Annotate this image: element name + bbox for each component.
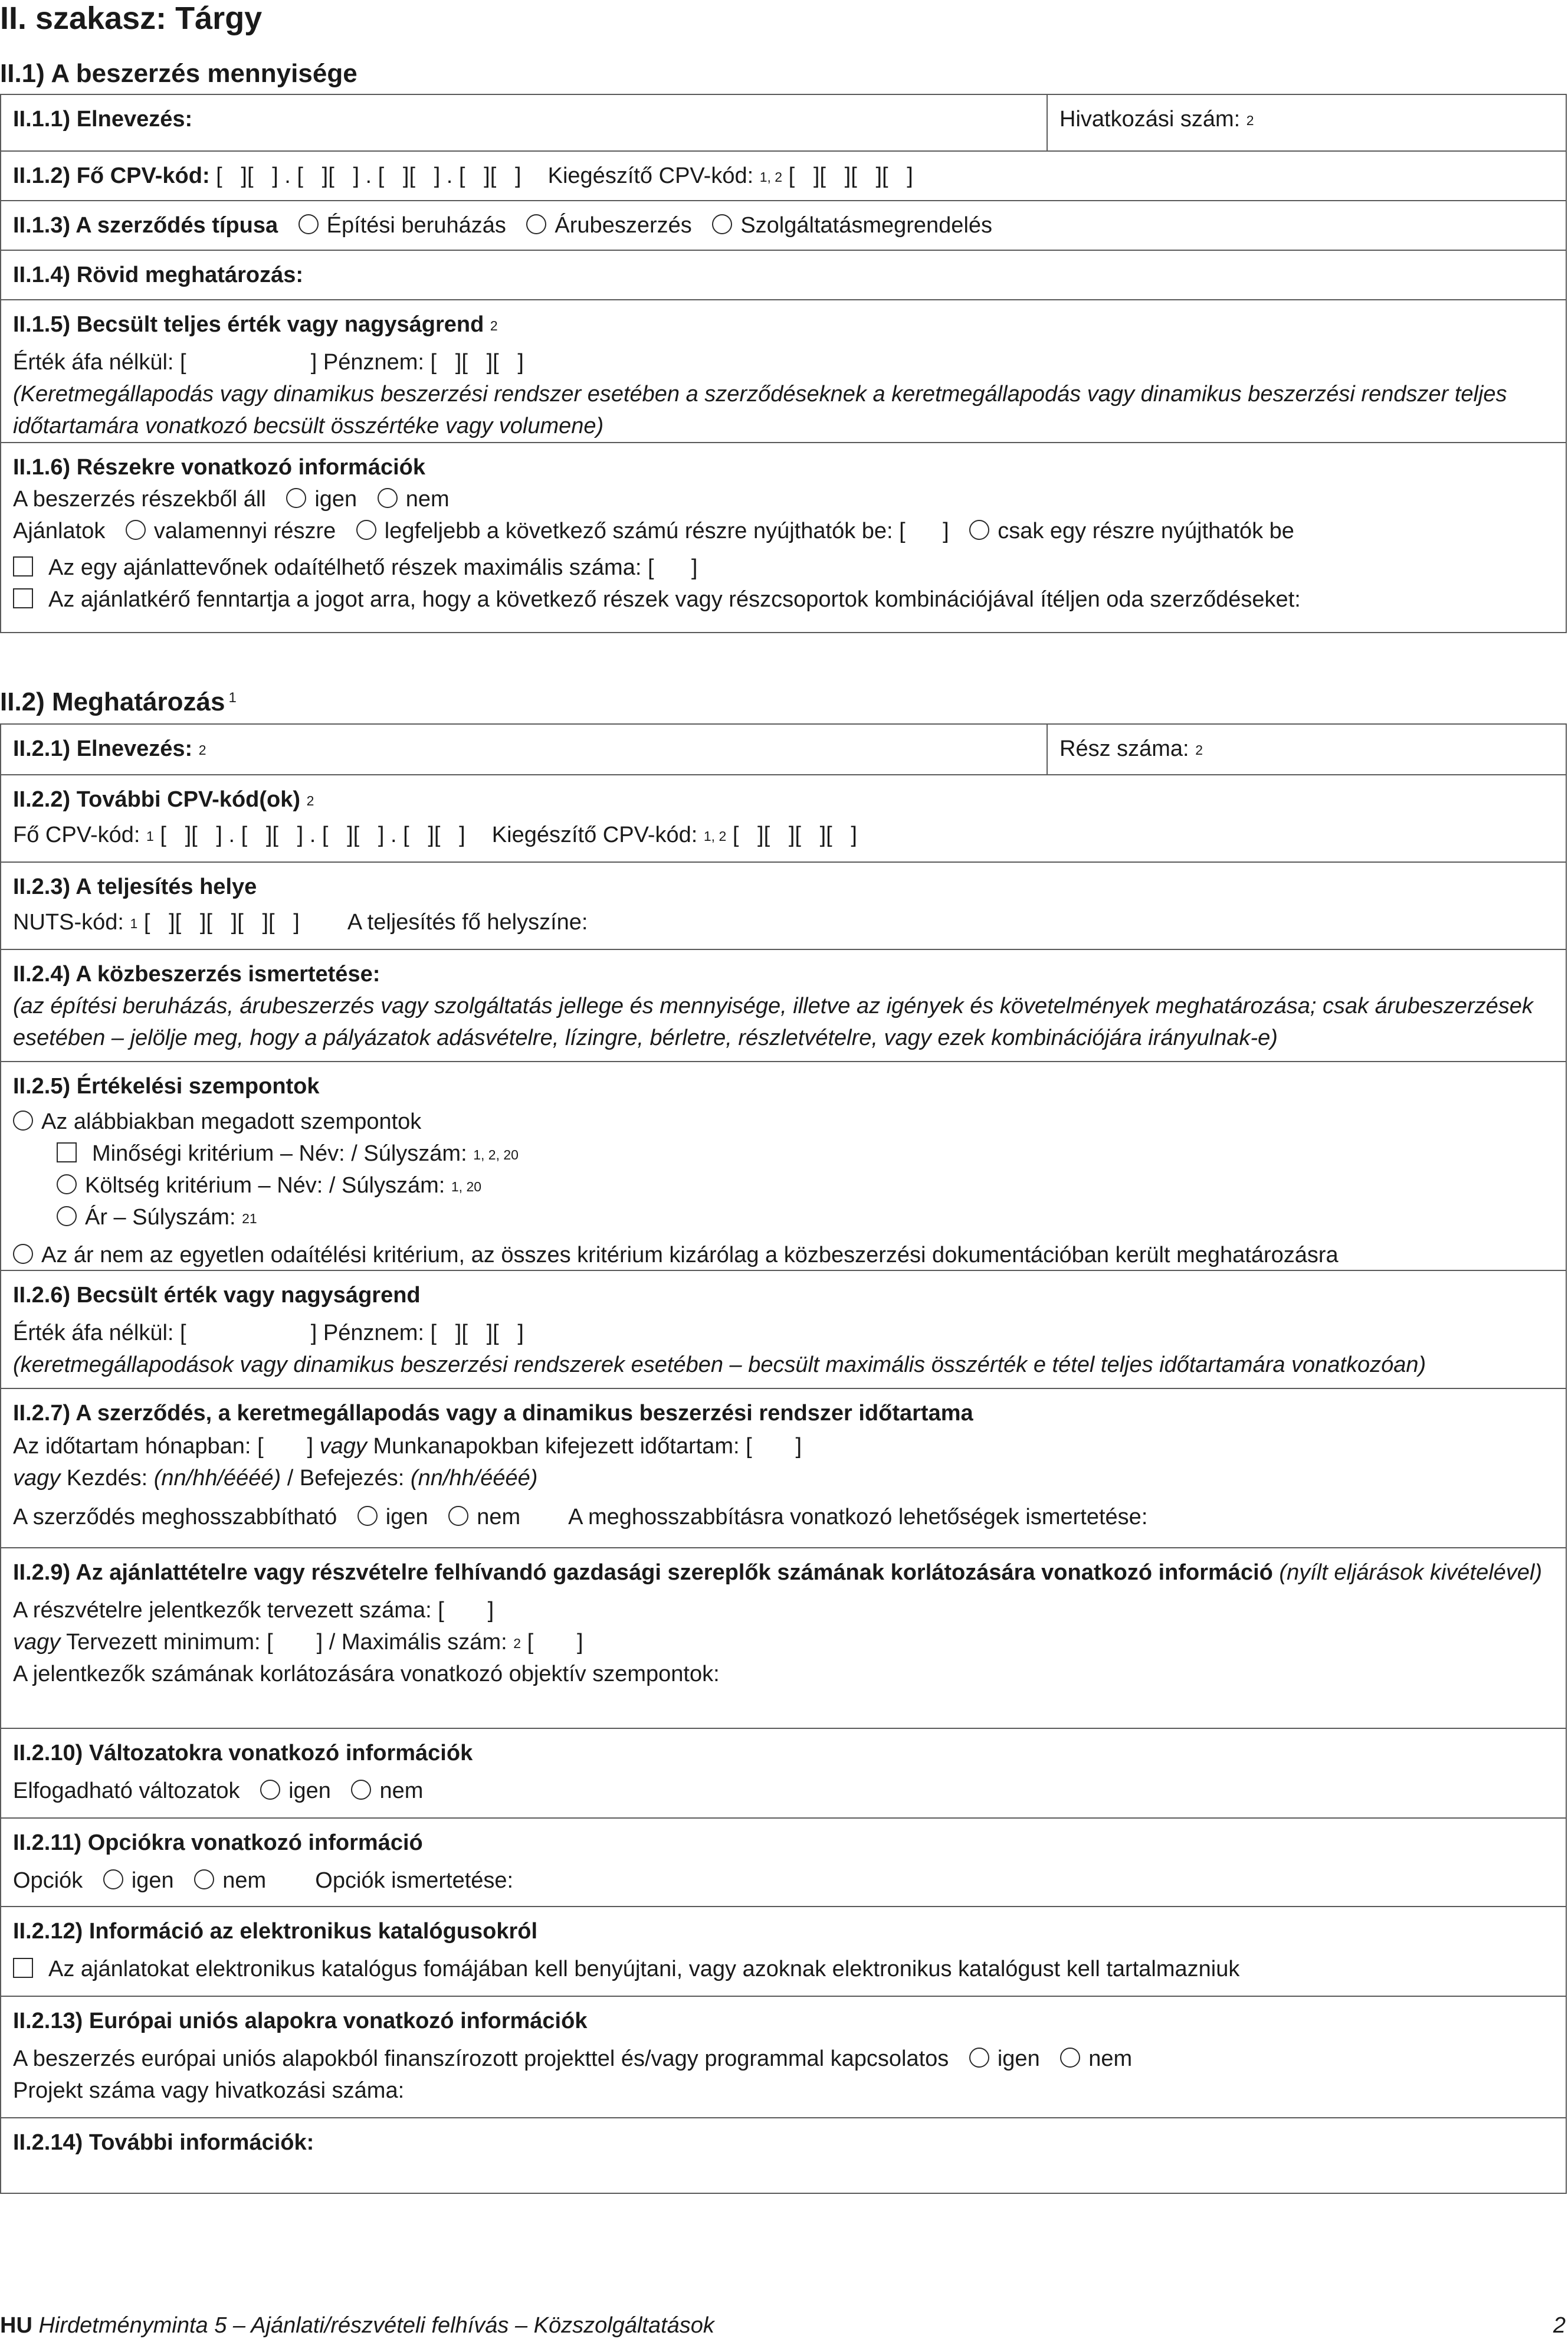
row-ii-1-1 [1,95,1566,150]
objektiv-szempontok: A jelentkezők számának korlátozására vonatkozó objektív szempontok: [13,1662,720,1686]
row-ii-2-3: II.2.3) A teljesítés helye NUTS-kód: $^1$ [ ][ ][ ][ ][ ] A teljesítés fő helyszíne: [1,862,1566,949]
label-rovid-meghatarozas: II.1.4) Rövid meghatározás: [13,263,304,287]
projekt-szama: Projekt száma vagy hivatkozási száma: [13,2078,405,2103]
label-becsult-ertek: II.2.6) Becsült érték vagy nagyságrend [13,1283,421,1308]
max-award-field[interactable]: [ ] [647,555,698,580]
radio-koltseg[interactable] [57,1174,77,1194]
row-ii-2-10: II.2.10) Változatokra vonatkozó információk Elfogadható változatok igen nem [1,1728,1566,1817]
ref-number-label: Hivatkozási szám: [1059,107,1241,132]
label-ertekelesi-szempontok: II.2.5) Értékelési szempontok [13,1074,320,1099]
checkbox-kombinacio[interactable] [13,588,33,608]
section-title-ii2: II.2) Meghatározás $^1$ [0,687,237,716]
extra-cpv-field-2[interactable]: [ ][ ][ ][ ] [732,823,857,847]
row-ii-1-5: II.1.5) Becsült teljes érték vagy nagyságrend $^2$ Érték áfa nélkül: [ ] Pénznem: [ ][ ][ ] (Keretmegállapodás vagy dinamikus beszerzési rendszer esetében a szerződéseknek a keretmegállapodás vagy dinamikus beszerzési rendszer teljes időtartamára vonatkozó becsült összértéke vagy volumene) [1,299,1566,442]
label-tovabbi-cpv: II.2.2) További CPV-kód(ok) [13,787,301,812]
radio-arubeszerzes[interactable] [526,214,546,234]
radio-valtozatok-igen[interactable] [260,1780,280,1800]
part-number-cell[interactable]: Rész száma: $^2$ [1047,725,1215,774]
label-reszek: II.1.6) Részekre vonatkozó információk [13,455,426,480]
radio-legfeljebb[interactable] [356,520,376,540]
row-ii-1-4 [1,250,1566,299]
radio-valtozatok-nem[interactable] [351,1780,371,1800]
radio-ar[interactable] [57,1206,77,1226]
cpv-code-field[interactable]: [ ][ ] . [ ][ ] . [ ][ ] . [ ][ ] [216,163,521,188]
days-field[interactable]: [ ] [746,1434,802,1459]
max-count-field[interactable]: [ ] [527,1630,583,1655]
radio-opciok-igen[interactable] [103,1869,123,1889]
footer-doc: Hirdetményminta 5 – Ajánlati/részvételi felhívás – Közszolgáltatások [38,2313,714,2338]
value-field-2[interactable]: [ ] [180,1321,317,1345]
row-ii-2-6: II.2.6) Becsült érték vagy nagyságrend Érték áfa nélkül: [ ] Pénznem: [ ][ ][ ] (keretmegállapodások vagy dinamikus beszerzési rendszerek esetében – becsült maximális összérték e tétel teljes időtartamára vonatkozóan) [1,1270,1566,1388]
part-number-label: Rész száma: [1059,736,1189,761]
nuts-code-field[interactable]: [ ][ ][ ][ ][ ] [143,910,300,935]
row-ii-2-5: II.2.5) Értékelési szempontok Az alábbiakban megadott szempontok Minőségi kritérium – Név: / Súlyszám: $^{1, 2, 20}$ Költség kritérium – Név: / Súlyszám: $^{1, 20}$ Ár – Súlyszám: $^{21}$ Az ár nem az egyetlen odaítélési kritérium, az összes kritérium kizárólag a közbeszerzési dokumentációban került meghatározásra [1,1061,1566,1270]
radio-szolgaltatas[interactable] [712,214,732,234]
radio-eu-igen[interactable] [969,2048,989,2068]
radio-megadott-szempontok[interactable] [13,1111,33,1131]
radio-valamennyi-reszre[interactable] [126,520,146,540]
row-ii-2-7: II.2.7) A szerződés, a keretmegállapodás vagy a dinamikus beszerzési rendszer időtartama Az időtartam hónapban: [ ] vagy Munkanapokban kifejezett időtartam: [ ] vagy Kezdés: (nn/hh/éééé) / Befejezés: (nn/hh/éééé) A szerződés meghosszabbítható igen nem A meghosszabbításra vonatkozó lehetőségek ismertetése: [1,1388,1566,1547]
currency-field-2[interactable]: [ ][ ][ ] [430,1321,524,1345]
max-parts-field[interactable]: [ ] [899,519,949,543]
extra-cpv-field[interactable]: [ ][ ][ ][ ] [788,163,913,188]
radio-dokumentacio[interactable] [13,1244,33,1264]
row-ii-1-3: II.1.3) A szerződés típusa Építési beruházás Árubeszerzés Szolgáltatásmegrendelés [1,200,1566,250]
main-site-label: A teljesítés fő helyszíne: [347,910,588,935]
radio-opciok-nem[interactable] [194,1869,214,1889]
label-kieg-cpv: Kiegészítő CPV-kód: [547,163,754,188]
label-kozbeszerzes-ismertetese: II.2.4) A közbeszerzés ismertetése: [13,962,380,987]
label-eu-alapok: II.2.13) Európai uniós alapokra vonatkozó információk [13,2009,588,2033]
row-ii-1-2: II.1.2) Fő CPV-kód: [ ][ ] . [ ][ ] . [ ][ ] . [ ][ ] Kiegészítő CPV-kód: $^{1, 2}$ [ ][ ][ ][ ] [1,150,1566,200]
label-korlatozas: II.2.9) Az ajánlattételre vagy részvételre felhívandó gazdasági szereplők számának korlátozására vonatkozó információ [13,1560,1273,1585]
page-title: II. szakasz: Tárgy [0,1,263,36]
checkbox-elektronikus-katalogus[interactable] [13,1958,33,1978]
label-teljesites-helye: II.2.3) A teljesítés helye [13,874,257,899]
radio-eu-nem[interactable] [1060,2048,1080,2068]
row-ii-2-9: II.2.9) Az ajánlattételre vagy részvételre felhívandó gazdasági szereplők számának korlátozására vonatkozó információ (nyílt eljárások kivételével) A részvételre jelentkezők tervezett száma: [ ] vagy Tervezett minimum: [ ] / Maximális szám: $^2$ [ ] A jelentkezők számának korlátozására vonatkozó objektív szempontok: [1,1547,1566,1728]
min-count-field[interactable]: [ ] [267,1630,323,1655]
radio-reszek-nem[interactable] [378,488,398,508]
checkbox-minosegi[interactable] [57,1142,77,1162]
section-ii2-box [0,723,1567,2194]
label-szerzodes-tipusa: II.1.3) A szerződés típusa [13,213,278,238]
note-kozbeszerzes: (az építési beruházás, árubeszerzés vagy szolgáltatás jellege és mennyisége, illetve az igények és követelmények meghatározása; csak árubeszerzések esetében – jelölje meg, hogy a pályázatok adásvételre, lízingre, bérletre, részletvételre, vagy ezek kombinációjára irányulnak-e) [13,994,1533,1050]
section-ii1-box [0,94,1567,633]
label-tovabbi-informaciok: II.2.14) További információk: [13,2130,314,2155]
footer-page-number: 2 [1553,2313,1566,2338]
checkbox-max-reszek[interactable] [13,556,33,577]
row-ii-2-12: II.2.12) Információ az elektronikus katalógusokról Az ajánlatokat elektronikus katalógus fomájában kell benyújtani, vagy azoknak elektronikus katalógust kell tartalmazniuk [1,1906,1566,1996]
label-becsult-teljes-ertek: II.1.5) Becsült teljes érték vagy nagyságrend [13,312,484,337]
radio-meghosszabbithato-nem[interactable] [448,1506,468,1526]
row-ii-2-14 [1,2117,1566,2193]
months-field[interactable]: [ ] [257,1434,314,1459]
row-ii-1-6: II.1.6) Részekre vonatkozó információk A beszerzés részekből áll igen nem Ajánlatok valamennyi részre legfeljebb a következő számú részre nyújthatók be: [ ] csak egy részre nyújthatók be Az egy ajánlattevőnek odaítélhető részek maximális száma: [ ] Az ajánlatkérő fenntartja a jogot arra, hogy a következő részek vagy részcsoportok kombinációjával ítéljen oda szerződéseket: [1,442,1566,632]
footer-lang: HU [0,2313,32,2338]
label-elnevezes-2: II.2.1) Elnevezés: [13,736,193,761]
label-idotartam: II.2.7) A szerződés, a keretmegállapodás vagy a dinamikus beszerzési rendszer időtartama [13,1401,973,1426]
ref-number-cell[interactable]: Hivatkozási szám: $^2$ [1047,95,1266,150]
label-katalogus: II.2.12) Információ az elektronikus katalógusokról [13,1919,538,1944]
currency-field[interactable]: [ ][ ][ ] [430,350,524,375]
page-footer [0,2312,1568,2339]
row-ii-2-2: II.2.2) További CPV-kód(ok) $^2$ Fő CPV-kód: $^1$ [ ][ ] . [ ][ ] . [ ][ ] . [ ][ ] Kiegészítő CPV-kód: $^{1, 2}$ [ ][ ][ ][ ] [1,774,1566,862]
row-ii-2-11: II.2.11) Opciókra vonatkozó információ Opciók igen nem Opciók ismertetése: [1,1817,1566,1906]
row-ii-2-13: II.2.13) Európai uniós alapokra vonatkozó információk A beszerzés európai uniós alapokból finanszírozott projekttel és/vagy programmal kapcsolatos igen nem Projekt száma vagy hivatkozási száma: [1,1996,1566,2117]
radio-csak-egy-reszre[interactable] [969,520,989,540]
radio-meghosszabbithato-igen[interactable] [357,1506,378,1526]
value-field[interactable]: [ ] [180,350,317,375]
row-ii-2-4 [1,949,1566,1061]
radio-epitesi[interactable] [298,214,319,234]
label-opciok: II.2.11) Opciókra vonatkozó információ [13,1830,423,1855]
label-elnevezes: II.1.1) Elnevezés: [13,107,193,132]
cpv-code-field-2[interactable]: [ ][ ] . [ ][ ] . [ ][ ] . [ ][ ] [160,823,465,847]
row-ii-2-1: II.2.1) Elnevezés: $^2$ Rész száma: $^2$ [1,725,1566,774]
radio-reszek-igen[interactable] [286,488,306,508]
start-date-field[interactable]: (nn/hh/éééé) [153,1466,281,1491]
note-keretmegallapodasok: (keretmegállapodások vagy dinamikus beszerzési rendszerek esetében – becsült maximális összérték e tétel teljes időtartamára vonatkozóan) [13,1352,1426,1377]
note-keretmegallapodas: (Keretmegállapodás vagy dinamikus beszerzési rendszer esetében a szerződéseknek a keretmegállapodás vagy dinamikus beszerzési rendszer teljes időtartamára vonatkozó becsült összértéke vagy volumene) [13,382,1507,438]
label-fo-cpv: II.1.2) Fő CPV-kód: [13,163,210,188]
section-title-ii1: II.1) A beszerzés mennyisége [0,59,357,88]
planned-count-field[interactable]: [ ] [438,1598,494,1623]
end-date-field[interactable]: (nn/hh/éééé) [410,1466,538,1491]
label-valtozatok: II.2.10) Változatokra vonatkozó információk [13,1741,473,1765]
